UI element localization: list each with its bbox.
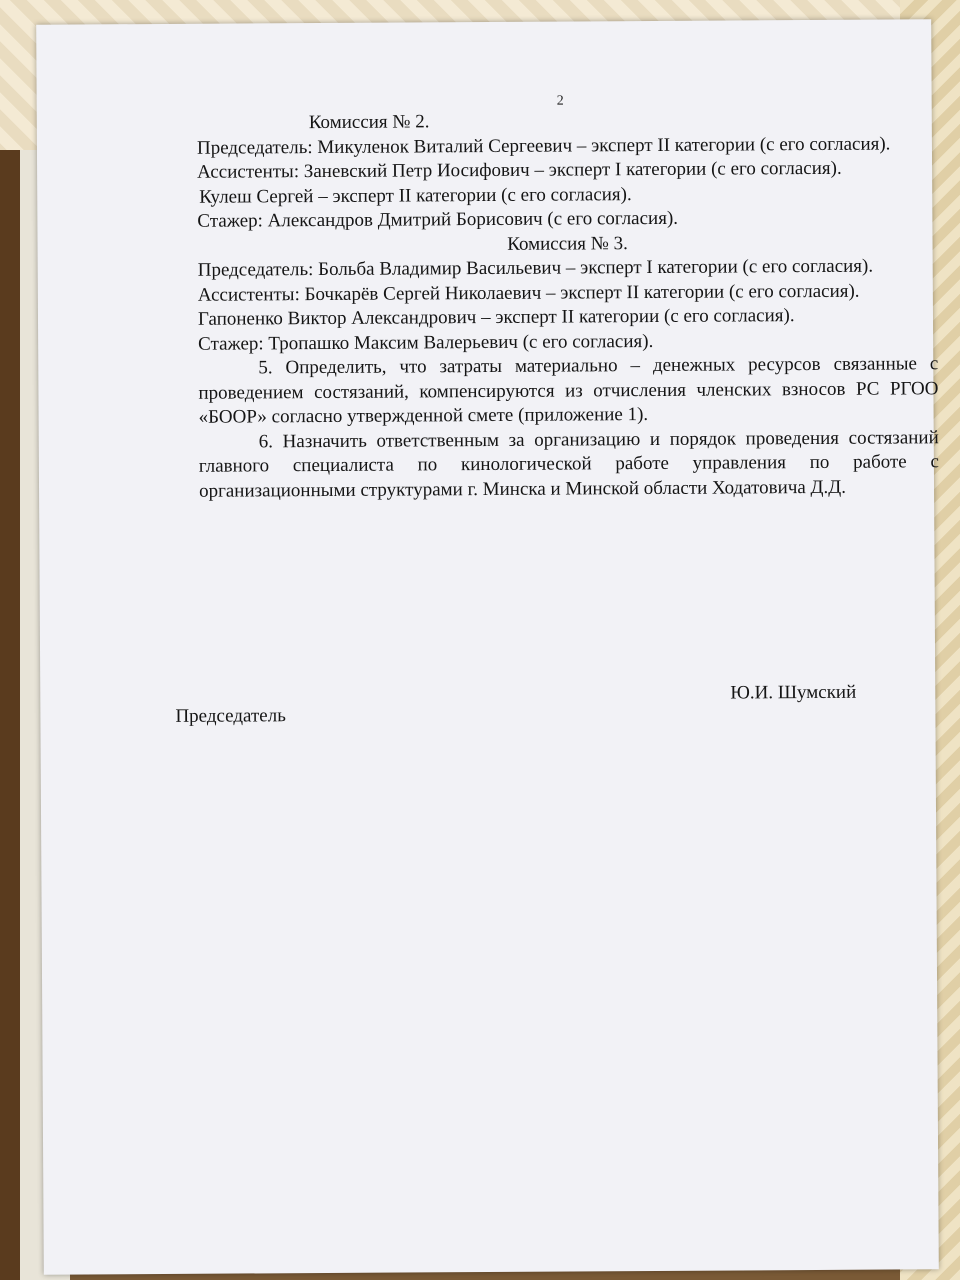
commission2-intern: Стажер: Александров Дмитрий Борисович (с его согласия). (197, 207, 679, 232)
commission3-assistants: Ассистенты: Бочкарёв Сергей Николаевич – эксперт II категории (с его согласия). (197, 280, 860, 306)
commission3-assistant-2: Гапоненко Виктор Александрович – эксперт II категории (с его согласия). (197, 305, 795, 330)
document-page (36, 19, 939, 1274)
commission3-heading: Комиссия № 3. (507, 232, 628, 255)
signature-name: Ю.И. Шумский (730, 681, 857, 704)
commission3-intern: Стажер: Тропашко Максим Валерьевич (с его согласия). (198, 330, 654, 355)
commission2-assistant-2: Кулеш Сергей – эксперт II категории (с его согласия). (199, 183, 632, 208)
commission2-assistants: Ассистенты: Заневский Петр Иосифович – эксперт I категории (с его согласия). (197, 157, 842, 183)
commission2-chair: Председатель: Микуленок Виталий Сергеевич – эксперт II категории (с его согласия). (196, 133, 891, 159)
commission2-heading: Комиссия № 2. (308, 111, 430, 134)
signature-title: Председатель (175, 705, 286, 727)
document-body (197, 107, 939, 504)
item-6-paragraph: 6. Назначить ответственным за организацию и порядок проведения состязаний главного специалиста по кинологической работе управления по работе с организационными структурами г. Минска и Минской области Ходатовича Д.Д. (198, 426, 939, 502)
commission3-chair: Председатель: Больба Владимир Васильевич – эксперт I категории (с его согласия). (197, 255, 874, 281)
item-5-paragraph: 5. Определить, что затраты материально – денежных ресурсов связанные с проведением состязаний, компенсируются из отчисления членских взносов РС РГОО «БООР» согласно утвержденной смете (приложение 1). (198, 353, 939, 428)
page-number: 2 (556, 93, 564, 109)
